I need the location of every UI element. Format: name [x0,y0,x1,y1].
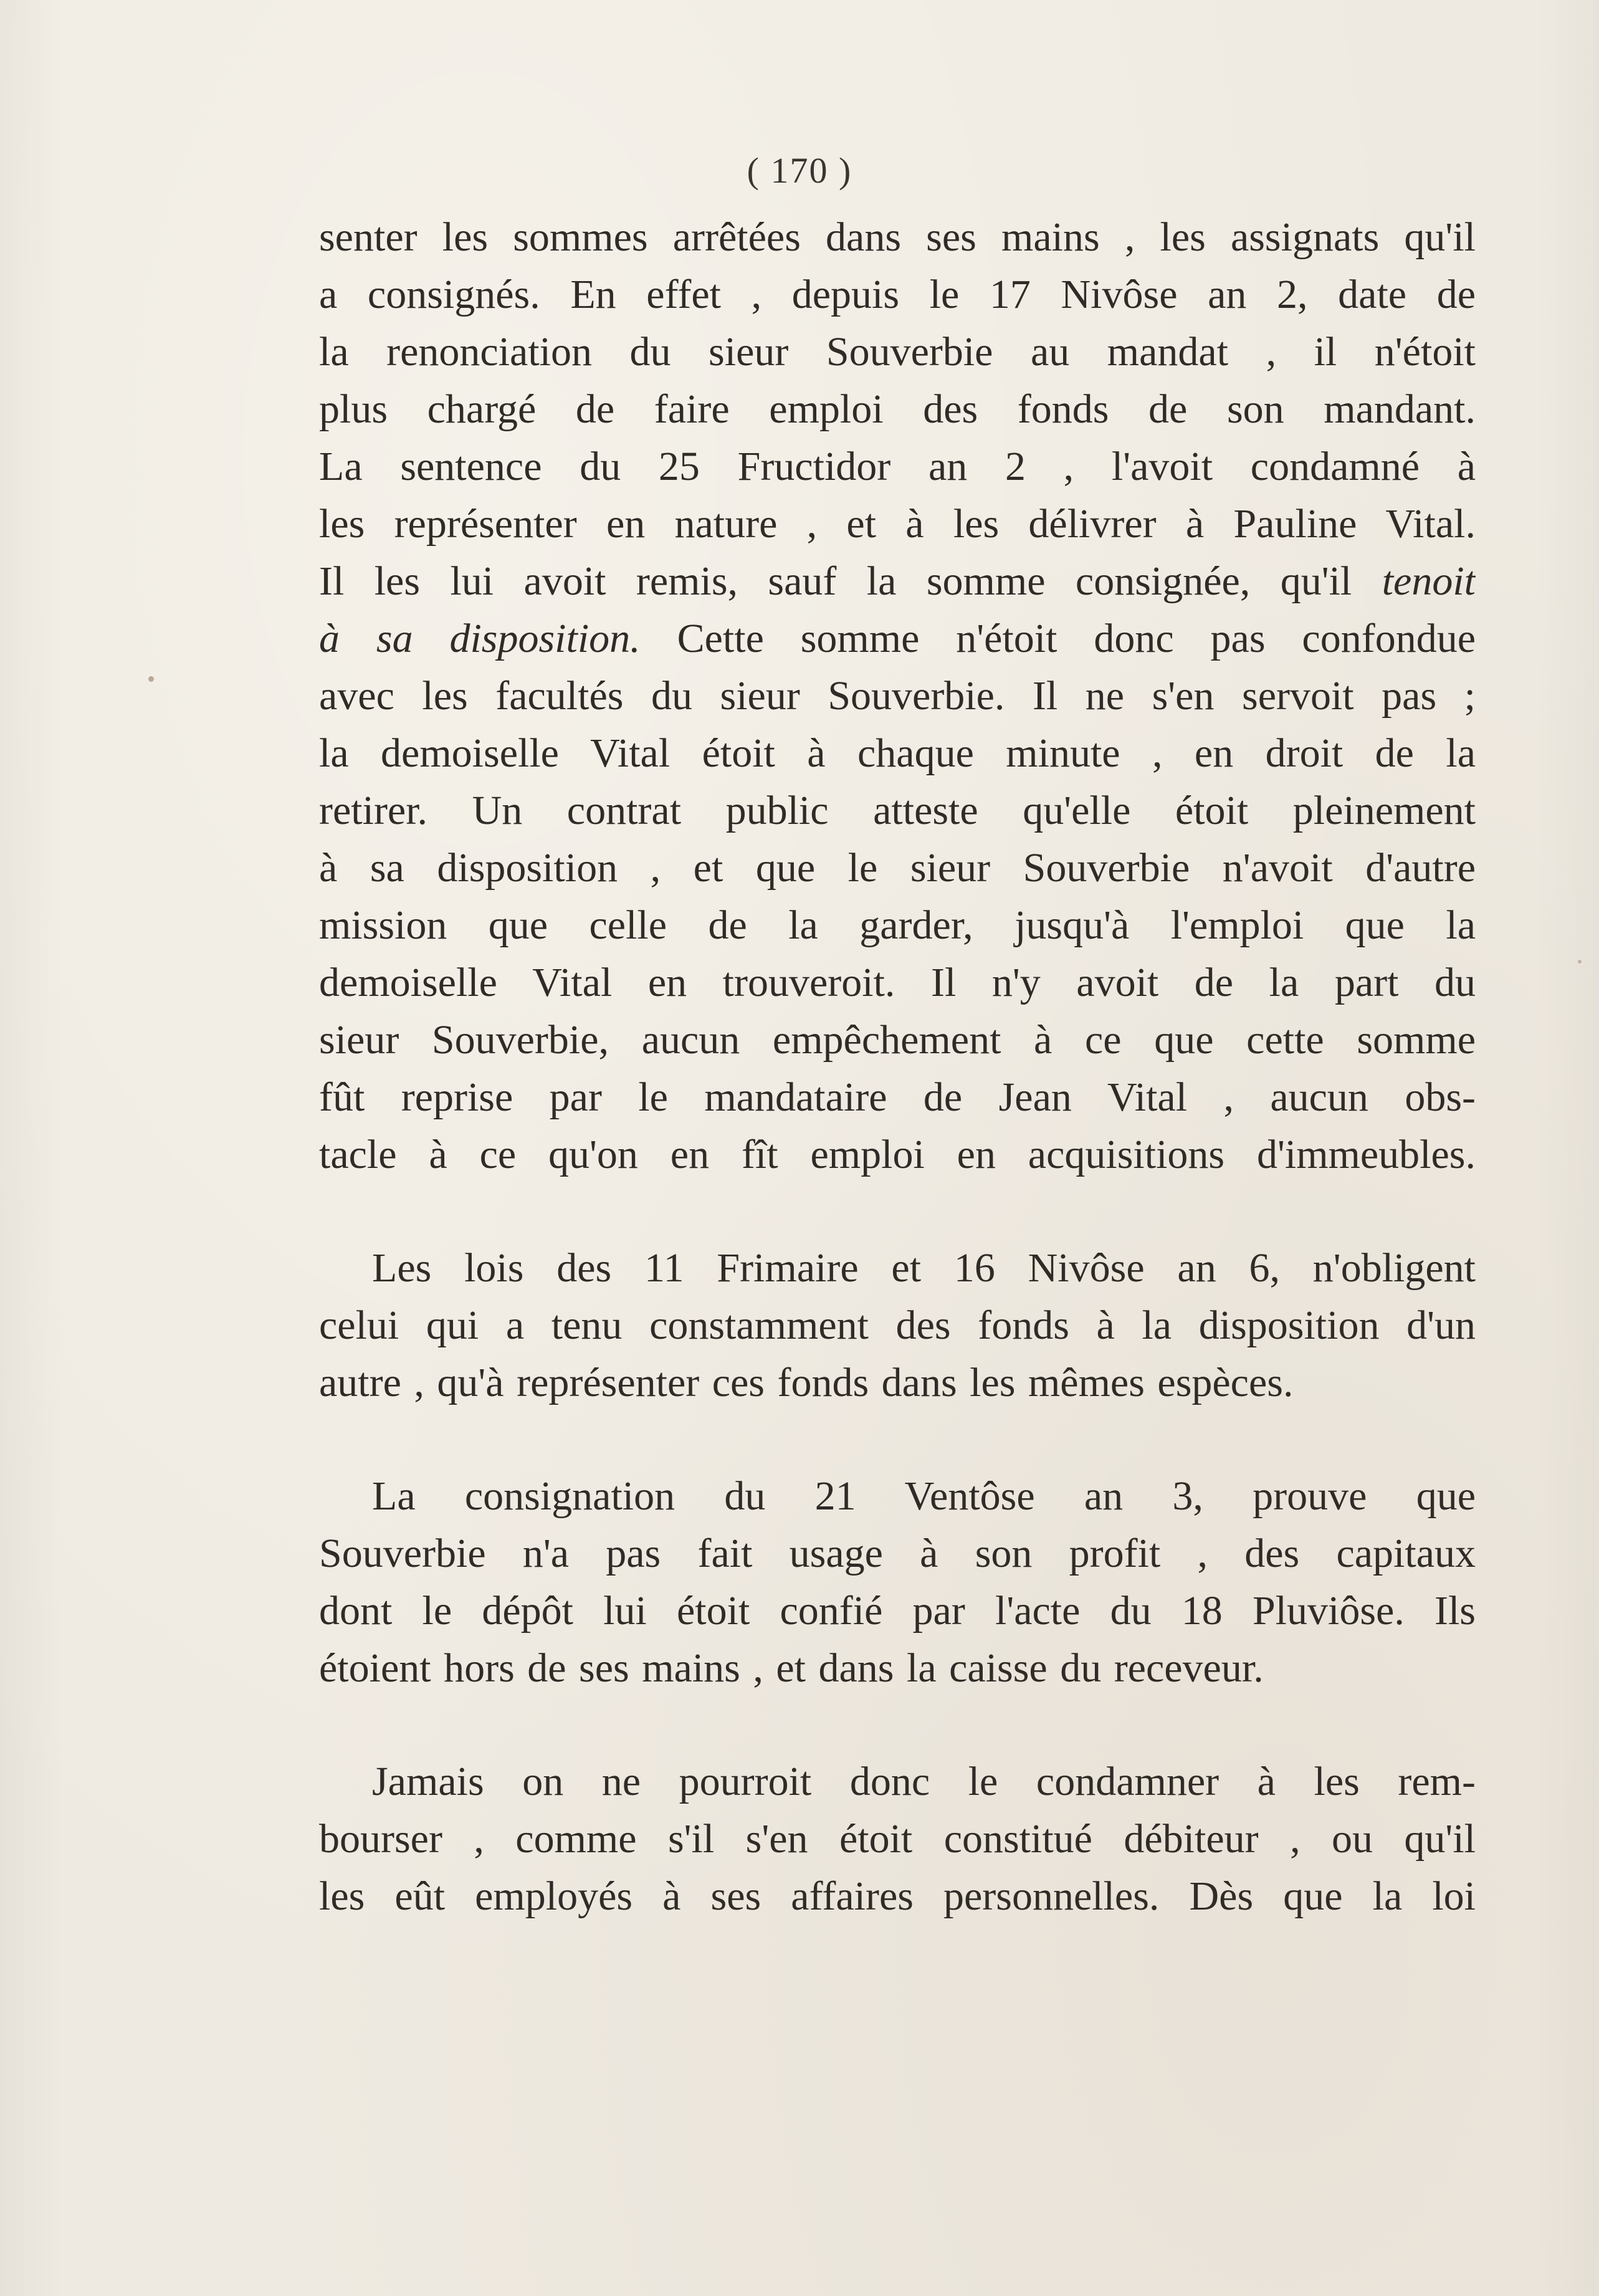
text-line: La consignation du 21 Ventôse an 3, prouve que [372,1473,1476,1519]
text-line: dont le dépôt lui étoit confié par l'acte du 18 Pluviôse. Ils [319,1588,1476,1634]
page-number: ( 170 ) [747,150,852,191]
text-line: senter les sommes arrêtées dans ses mains , les assignats qu'il [319,214,1476,260]
text-line: demoiselle Vital en trouveroit. Il n'y avoit de la part du [319,960,1476,1005]
text-line: avec les facultés du sieur Souverbie. Il ne s'en servoit pas ; [319,673,1476,719]
text-line: à sa disposition , et que le sieur Souverbie n'avoit d'autre [319,845,1476,891]
text-line: étoient hors de ses mains , et dans la caisse du receveur. [319,1645,1264,1691]
text-line-with-italic [319,553,1476,610]
italic-word: tenoit [1382,558,1476,604]
text-line: la renonciation du sieur Souverbie au mandat , il n'étoit [319,329,1476,375]
text-line: Jamais on ne pourroit donc le condamner à les rem- [372,1759,1476,1804]
paragraph-gap [319,1697,1476,1753]
text-line: les eût employés à ses affaires personnelles. Dès que la loi [319,1873,1476,1919]
text-line: la demoiselle Vital étoit à chaque minute , en droit de la [319,730,1476,776]
text-line: mission que celle de la garder, jusqu'à l'emploi que la [319,902,1476,948]
paper-speck [1578,960,1582,964]
text-line: tacle à ce qu'on en fît emploi en acquisitions d'immeubles. [319,1132,1476,1177]
body-text [319,209,1476,1925]
text-line: plus chargé de faire emploi des fonds de son mandant. [319,386,1476,432]
text-line: autre , qu'à représenter ces fonds dans les mêmes espèces. [319,1360,1294,1405]
text-line: retirer. Un contrat public atteste qu'elle étoit pleinement [319,788,1476,833]
text-line: fût reprise par le mandataire de Jean Vital , aucun obs- [319,1074,1476,1120]
paragraph-gap [319,1412,1476,1468]
italic-phrase: à sa disposition. [319,616,641,661]
text-line-with-italic [319,610,1476,667]
text-segment: Cette somme n'étoit donc pas confondue [640,616,1476,661]
paragraph-gap [319,1184,1476,1240]
text-line: Les lois des 11 Frimaire et 16 Nivôse an 6, n'obligent [372,1245,1476,1291]
text-line: sieur Souverbie, aucun empêchement à ce que cette somme [319,1017,1476,1063]
text-line: les représenter en nature , et à les délivrer à Pauline Vital. [319,501,1476,547]
text-line: a consignés. En effet , depuis le 17 Nivôse an 2, date de [319,272,1476,317]
text-segment: Il les lui avoit remis, sauf la somme consignée, qu'il [319,558,1352,604]
text-line: La sentence du 25 Fructidor an 2 , l'avoit condamné à [319,444,1476,489]
paper-speck [148,676,154,682]
text-line: bourser , comme s'il s'en étoit constitué débiteur , ou qu'il [319,1816,1476,1862]
text-line: Souverbie n'a pas fait usage à son profit , des capitaux [319,1531,1476,1576]
text-line: celui qui a tenu constamment des fonds à la disposition d'un [319,1303,1476,1348]
